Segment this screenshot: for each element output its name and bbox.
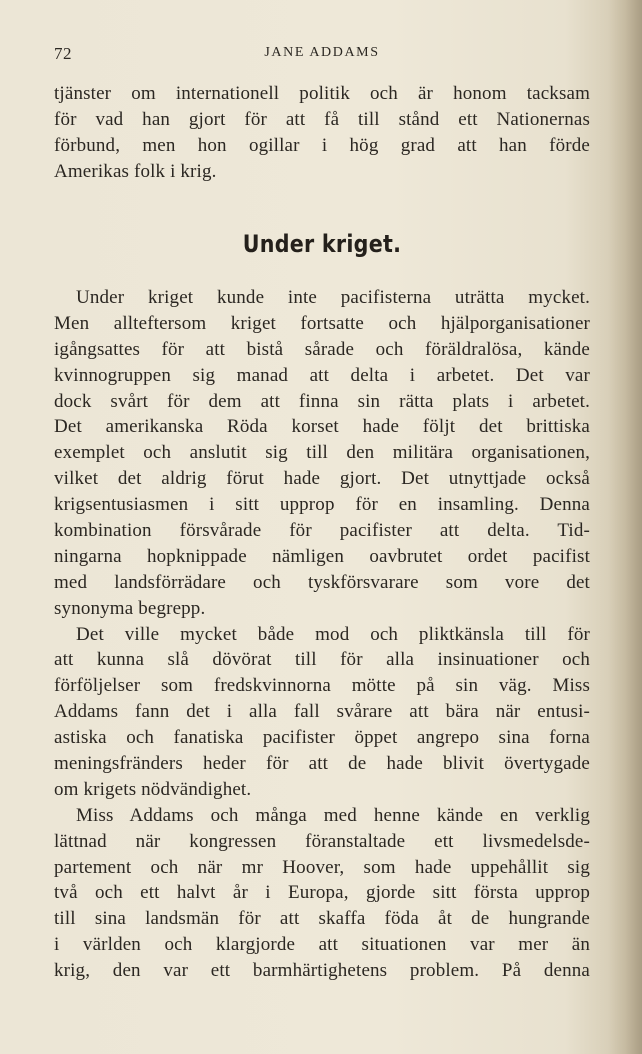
text-line: Det ville mycket både mod och pliktkänsla till för bbox=[76, 623, 590, 645]
text-line: partement och när mr Hoover, som hade uppehållit sig bbox=[54, 856, 590, 878]
text-line: Under kriget kunde inte pacifisterna uträtta mycket. bbox=[76, 287, 590, 308]
text-line: kombination försvårade för pacifister att delta. Tid- bbox=[54, 520, 590, 542]
page-header bbox=[54, 44, 590, 66]
text-line: exemplet och anslutit sig till den militära organisationen, bbox=[54, 442, 590, 464]
page-number: 72 bbox=[54, 44, 72, 63]
text-line: att kunna slå dövörat till för alla insinuationer och bbox=[54, 649, 590, 671]
text-line: Det amerikanska Röda korset hade följt det brittiska bbox=[54, 416, 590, 438]
text-line: Amerikas folk i krig. bbox=[54, 160, 217, 182]
text-line: Addams fann det i alla fall svårare att bära när entusi- bbox=[54, 701, 590, 723]
text-line: ningarna hopknippade nämligen oavbrutet ordet pacifist bbox=[54, 545, 590, 567]
text-line: förbund, men hon ogillar i hög grad att han förde bbox=[54, 134, 590, 156]
text-line: två och ett halvt år i Europa, gjorde sitt första upprop bbox=[54, 882, 590, 904]
text-line: astiska och fanatiska pacifister öppet angrepo sina forna bbox=[54, 727, 590, 749]
intro-paragraph bbox=[54, 81, 590, 185]
section-heading: Under kriget. bbox=[242, 230, 402, 258]
text-line: vilket det aldrig förut hade gjort. Det utnyttjade också bbox=[54, 468, 590, 490]
text-line: med landsförrädare och tyskförsvarare som vore det bbox=[54, 571, 590, 593]
text-line: förföljelser som fredskvinnorna mötte på sin väg. Miss bbox=[54, 675, 590, 697]
text-line: om krigets nödvändighet. bbox=[54, 778, 252, 800]
text-line: för vad han gjort för att få till stånd ett Nationernas bbox=[54, 108, 590, 130]
text-line: tjänster om internationell politik och är honom tacksam bbox=[54, 83, 590, 104]
text-line: igångsattes för att bistå sårade och föräldralösa, kände bbox=[54, 338, 590, 360]
text-line: Miss Addams och många med henne kände en verklig bbox=[76, 804, 590, 826]
text-line: lättnad när kongressen föranstaltade ett livsmedelsde- bbox=[54, 830, 590, 852]
section-body bbox=[54, 285, 590, 984]
text-line: kvinnogruppen sig manad att delta i arbetet. Det var bbox=[54, 364, 590, 386]
text-line: till sina landsmän för att skaffa föda åt de hungrande bbox=[54, 908, 590, 930]
running-title: JANE ADDAMS bbox=[264, 45, 380, 60]
text-line: krig, den var ett barmhärtighetens problem. På denna bbox=[54, 960, 590, 982]
text-line: meningsfränders heder för att de hade blivit övertygade bbox=[54, 753, 590, 775]
text-line: synonyma begrepp. bbox=[54, 597, 206, 619]
page-edge-shadow bbox=[608, 0, 642, 1054]
text-line: i världen och klargjorde att situationen var mer än bbox=[54, 934, 590, 956]
text-line: Men allteftersom kriget fortsatte och hjälporganisationer bbox=[54, 312, 590, 334]
text-line: dock svårt för dem att finna sin rätta plats i arbetet. bbox=[54, 390, 590, 412]
text-line: krigsentusiasmen i sitt upprop för en insamling. Denna bbox=[54, 494, 590, 516]
